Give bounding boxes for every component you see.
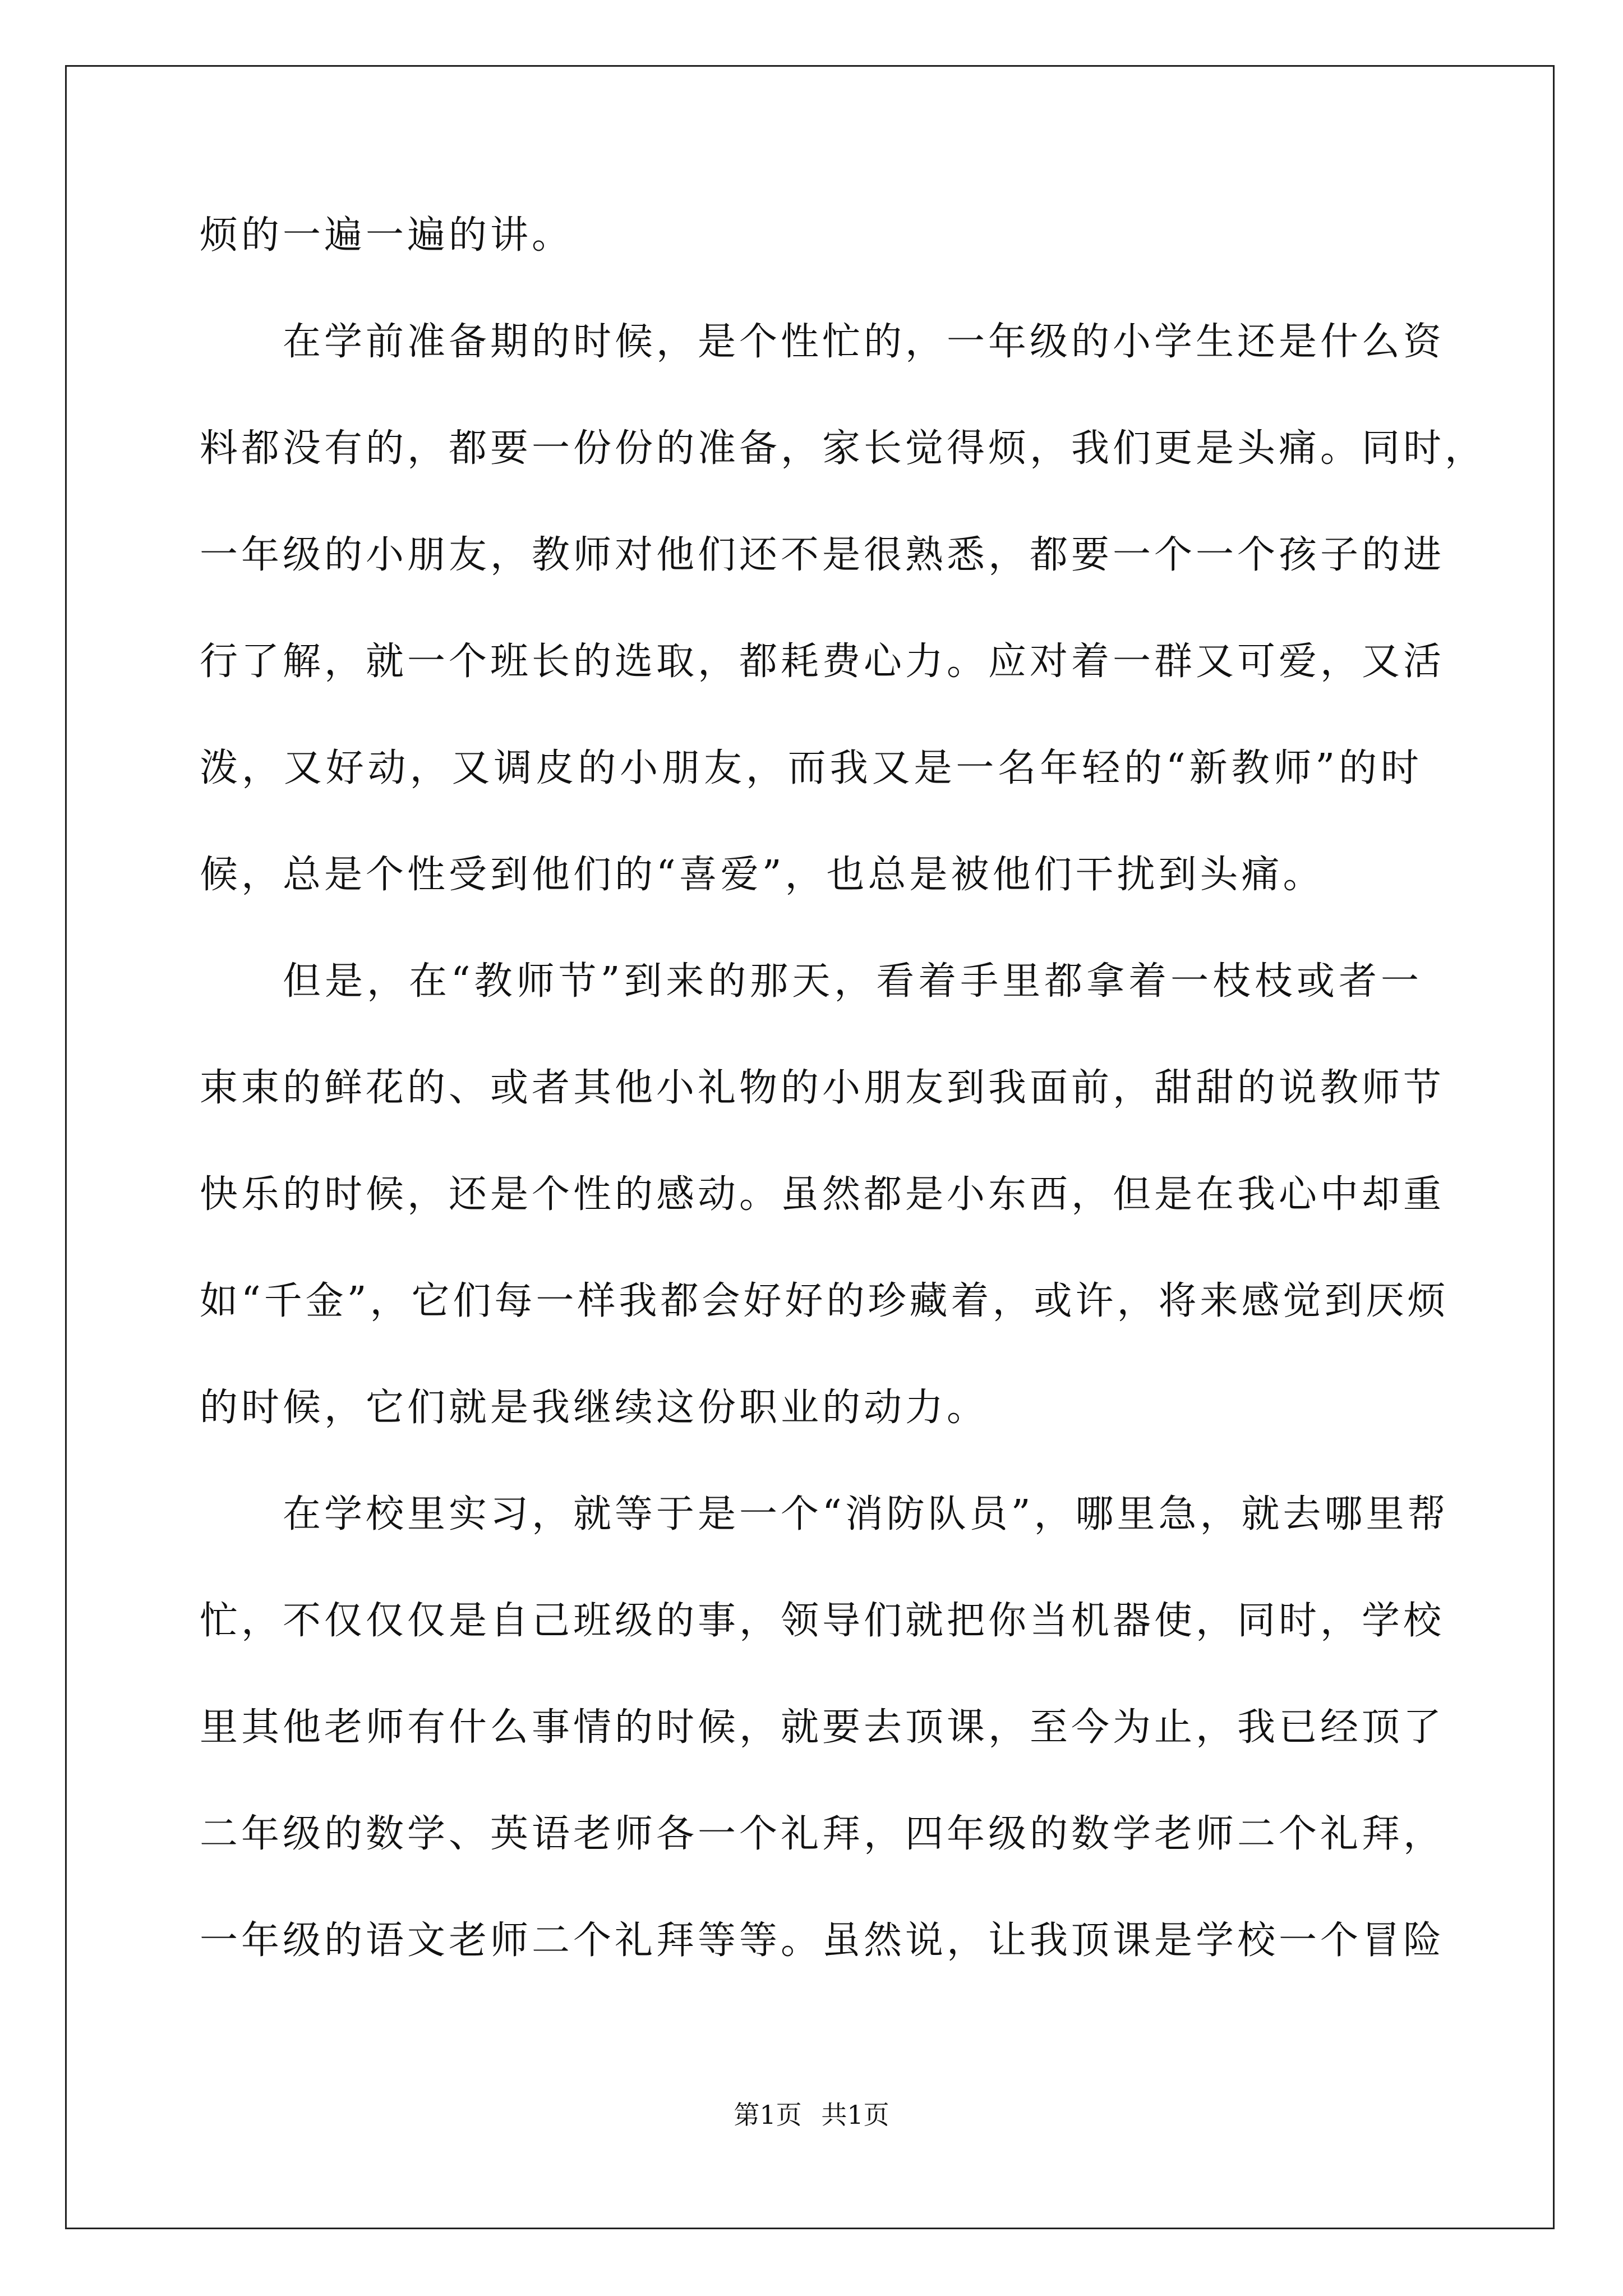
text-line: 在学校里实习，就等于是一个“消防队员”，哪里急，就去哪里帮 [283,1492,1449,1536]
page-frame [65,65,1555,2229]
text-line: 烦的一遍一遍的讲。 [200,213,574,257]
text-line: 一年级的小朋友，教师对他们还不是很熟悉，都要一个一个孩子的进 [200,533,1445,577]
text-line: 在学前准备期的时候，是个性忙的，一年级的小学生还是什么资 [283,320,1445,364]
text-line: 但是，在“教师节”到来的那天，看着手里都拿着一枝枝或者一 [283,959,1422,1004]
text-line: 里其他老师有什么事情的时候，就要去顶课，至今为止，我已经顶了 [200,1705,1445,1750]
text-line: 行了解，就一个班长的选取，都耗费心力。应对着一群又可爱，又活 [200,639,1445,684]
text-line: 束束的鲜花的、或者其他小礼物的小朋友到我面前，甜甜的说教师节 [200,1066,1445,1110]
page-total: 共1页 [821,2100,889,2130]
page-number: 第1页 [734,2100,802,2130]
text-line: 候，总是个性受到他们的“喜爱”，也总是被他们干扰到头痛。 [200,853,1325,897]
text-line: 快乐的时候，还是个性的感动。虽然都是小东西，但是在我心中却重 [200,1172,1445,1217]
text-line: 料都没有的，都要一份份的准备，家长觉得烦，我们更是头痛。同时， [200,426,1487,471]
page-footer [0,2098,1623,2132]
text-line: 忙，不仅仅仅是自己班级的事，领导们就把你当机器使，同时，学校 [200,1599,1445,1643]
text-line: 如“千金”，它们每一样我都会好好的珍藏着，或许，将来感觉到厌烦 [200,1279,1449,1323]
text-line: 泼，又好动，又调皮的小朋友，而我又是一名年轻的“新教师”的时 [200,746,1422,790]
text-line: 的时候，它们就是我继续这份职业的动力。 [200,1386,989,1430]
text-line: 一年级的语文老师二个礼拜等等。虽然说，让我顶课是学校一个冒险 [200,1918,1445,1963]
text-line: 二年级的数学、英语老师各一个礼拜，四年级的数学老师二个礼拜， [200,1812,1445,1856]
